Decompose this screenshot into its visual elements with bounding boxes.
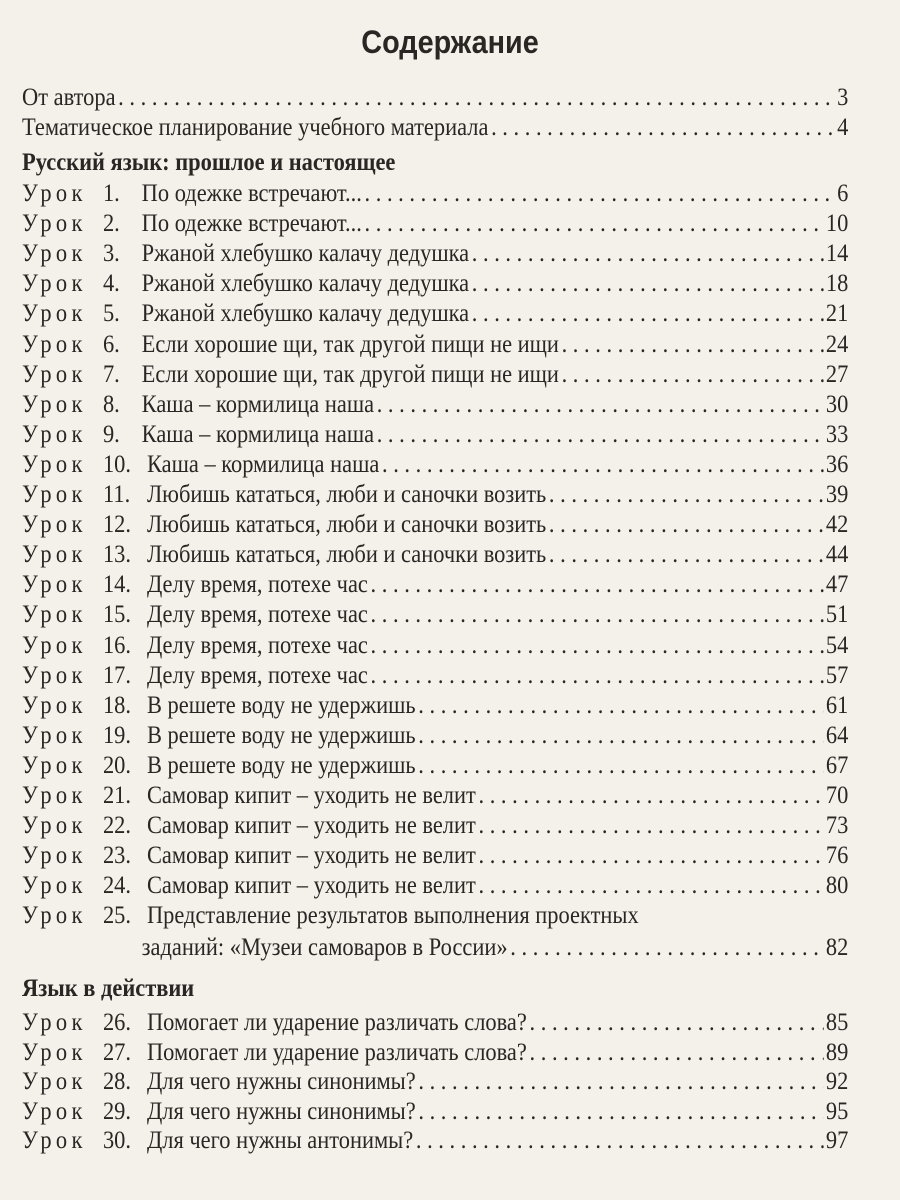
dot-leader — [491, 112, 834, 142]
lesson-number: 1. — [102, 178, 120, 207]
lesson-title: Если хорошие щи, так другой пищи не ищи — [141, 358, 559, 388]
lesson-label: Урок — [22, 509, 87, 539]
dot-leader — [562, 359, 824, 389]
lesson-title: Ржаной хлебушко калачу дедушка — [141, 238, 470, 268]
dot-leader — [562, 329, 824, 359]
lesson-number: 2. — [102, 208, 120, 238]
page-number: 97 — [825, 1125, 849, 1155]
dot-leader — [549, 539, 823, 569]
lesson-number: 14. — [102, 569, 132, 599]
lesson-entry — [22, 539, 848, 569]
page-title: Содержание — [361, 24, 539, 60]
dot-leader — [472, 298, 823, 328]
lesson-label: Урок — [22, 599, 87, 629]
lesson-number: 15. — [102, 599, 132, 629]
lesson-title: Если хорошие щи, так другой пищи не ищи — [141, 328, 559, 358]
dot-leader — [549, 479, 823, 509]
lesson-entry — [22, 208, 848, 238]
lesson-title: Делу время, потехе час — [146, 659, 368, 689]
lesson-label: Урок — [22, 448, 87, 478]
lesson-number: 23. — [102, 840, 132, 870]
lesson-label: Урок — [22, 298, 87, 328]
section-title: Язык в действии — [22, 973, 195, 1002]
lesson-title: По одежке встречают... — [141, 178, 362, 207]
page-number: 51 — [825, 599, 849, 629]
toc-entry — [22, 82, 848, 112]
lesson-label: Урок — [22, 749, 87, 779]
lesson-number: 30. — [102, 1125, 132, 1155]
lesson-title: В решете воду не удержишь — [146, 749, 416, 779]
dot-leader — [472, 268, 823, 298]
lesson-label: Урок — [22, 659, 87, 689]
lesson-entry — [22, 1125, 848, 1155]
lesson-title: Делу время, потехе час — [146, 569, 368, 599]
lesson-number: 5. — [102, 298, 120, 328]
lesson-title: Самовар кипит – уходить не велит — [146, 870, 476, 900]
lesson-title: В решете воду не удержишь — [146, 719, 416, 749]
page-number: 14 — [825, 238, 849, 268]
dot-leader — [377, 389, 824, 419]
lesson-entry — [22, 660, 848, 690]
lesson-number: 3. — [102, 238, 120, 268]
dot-leader — [118, 82, 834, 112]
page-number: 64 — [825, 719, 849, 749]
entry-title: От автора — [22, 82, 116, 111]
lesson-title-continued: заданий: «Музеи самоваров в России» — [141, 932, 508, 962]
lesson-entry — [22, 840, 848, 870]
page-number: 70 — [825, 780, 849, 809]
page-number: 39 — [825, 479, 849, 508]
page-number: 30 — [825, 388, 849, 418]
lesson-label: Урок — [22, 689, 87, 719]
lesson-label: Урок — [22, 780, 87, 809]
page-number: 61 — [825, 689, 849, 719]
lesson-number: 10. — [102, 448, 132, 478]
dot-leader — [371, 660, 824, 690]
lesson-number: 29. — [102, 1095, 132, 1125]
lesson-title: Делу время, потехе час — [146, 599, 368, 629]
page-number: 92 — [825, 1066, 849, 1096]
lesson-number: 28. — [102, 1066, 132, 1096]
lesson-label: Урок — [22, 569, 87, 599]
table-of-contents — [22, 0, 848, 1200]
lesson-number: 11. — [102, 479, 131, 508]
lesson-number: 25. — [102, 900, 132, 930]
page-number: 54 — [825, 629, 849, 659]
lesson-label: Урок — [22, 418, 87, 448]
lesson-title: Помогает ли ударение различать слова? — [146, 1007, 527, 1036]
lesson-entry — [22, 509, 848, 539]
page-number: 67 — [825, 749, 849, 779]
page-number: 82 — [825, 932, 849, 962]
page-number: 44 — [825, 539, 849, 569]
lesson-entry — [22, 720, 848, 750]
dot-leader — [418, 720, 823, 750]
lesson-label: Урок — [22, 328, 87, 358]
lesson-number: 18. — [102, 689, 132, 719]
lesson-label: Урок — [22, 178, 87, 207]
lesson-number: 6. — [102, 328, 120, 358]
page-number: 4 — [837, 112, 849, 141]
dot-leader — [382, 449, 823, 479]
lesson-label: Урок — [22, 238, 87, 268]
lesson-entry — [22, 449, 848, 479]
lesson-title: Любишь кататься, люби и саночки возить — [146, 509, 547, 539]
lesson-label: Урок — [22, 1125, 87, 1155]
lesson-entry — [22, 750, 848, 780]
lesson-label: Урок — [22, 1036, 87, 1066]
lesson-label: Урок — [22, 840, 87, 870]
lesson-entry — [22, 780, 848, 810]
dot-leader — [529, 1037, 823, 1067]
page-number: 57 — [825, 659, 849, 689]
dot-leader — [478, 870, 823, 900]
lesson-number: 9. — [102, 418, 120, 448]
page-number: 36 — [825, 448, 849, 478]
lesson-title: Любишь кататься, люби и саночки возить — [146, 479, 547, 508]
lesson-number: 4. — [102, 268, 120, 298]
dot-leader — [416, 1125, 823, 1155]
lesson-entry — [22, 1066, 848, 1096]
lesson-entry — [22, 329, 848, 359]
dot-leader — [529, 1007, 823, 1037]
lesson-title: Каша – кормилица наша — [146, 448, 380, 478]
section-heading — [22, 147, 848, 177]
dot-leader — [371, 599, 824, 629]
dot-leader — [418, 1096, 823, 1126]
lesson-title: Каша – кормилица наша — [141, 388, 375, 418]
lesson-label: Урок — [22, 208, 87, 238]
dot-leader — [418, 1066, 823, 1096]
lesson-number: 20. — [102, 749, 132, 779]
lesson-title: В решете воду не удержишь — [146, 689, 416, 719]
page-number: 21 — [825, 298, 849, 328]
page-number: 18 — [825, 268, 849, 298]
lesson-entry — [22, 1007, 848, 1037]
dot-leader — [478, 780, 823, 810]
entry-title: Тематическое планирование учебного материала — [22, 112, 489, 141]
lesson-entry — [22, 419, 848, 449]
lesson-label: Урок — [22, 268, 87, 298]
dot-leader — [478, 810, 823, 840]
lesson-title: Для чего нужны антонимы? — [146, 1125, 414, 1155]
page-number: 27 — [825, 358, 849, 388]
lesson-title: Каша – кормилица наша — [141, 418, 375, 448]
lesson-label: Урок — [22, 629, 87, 659]
lesson-label: Урок — [22, 539, 87, 569]
page-number: 33 — [825, 418, 849, 448]
lesson-label: Урок — [22, 1095, 87, 1125]
lesson-entry — [22, 479, 848, 509]
lesson-entry — [22, 1037, 848, 1067]
dot-leader — [377, 419, 824, 449]
dot-leader — [371, 630, 824, 660]
lesson-entry — [22, 599, 848, 629]
lesson-title: Делу время, потехе час — [146, 629, 368, 659]
lesson-title: Самовар кипит – уходить не велит — [146, 810, 476, 840]
page-number: 10 — [825, 208, 849, 238]
lesson-label: Урок — [22, 388, 87, 418]
lesson-label: Урок — [22, 1066, 87, 1096]
lesson-title: Для чего нужны синонимы? — [146, 1066, 416, 1096]
lesson-entry — [22, 569, 848, 599]
dot-leader — [418, 690, 823, 720]
lesson-entry — [22, 178, 848, 208]
lesson-title: Ржаной хлебушко калачу дедушка — [141, 268, 470, 298]
lesson-entry-continued — [22, 932, 848, 962]
page-number: 76 — [825, 840, 849, 870]
lesson-label: Урок — [22, 810, 87, 840]
page-number: 85 — [825, 1007, 849, 1036]
dot-leader — [371, 569, 824, 599]
dot-leader — [478, 840, 823, 870]
lesson-number: 22. — [102, 810, 132, 840]
lesson-title: Самовар кипит – уходить не велит — [146, 780, 476, 809]
lesson-number: 16. — [102, 629, 132, 659]
page-number: 6 — [837, 178, 849, 207]
lesson-entry — [22, 389, 848, 419]
lesson-number: 17. — [102, 659, 132, 689]
lesson-title: Любишь кататься, люби и саночки возить — [146, 539, 547, 569]
page-number: 3 — [837, 82, 849, 111]
lesson-entry — [22, 268, 848, 298]
lesson-entry — [22, 870, 848, 900]
page-number: 73 — [825, 810, 849, 840]
lesson-title: Ржаной хлебушко калачу дедушка — [141, 298, 470, 328]
lesson-label: Урок — [22, 719, 87, 749]
lesson-entry — [22, 690, 848, 720]
page-number: 95 — [825, 1095, 849, 1125]
lesson-number: 26. — [102, 1007, 132, 1036]
dot-leader — [418, 750, 823, 780]
lesson-entry — [22, 238, 848, 268]
dot-leader — [549, 509, 823, 539]
lesson-number: 24. — [102, 870, 132, 900]
lesson-entry — [22, 1096, 848, 1126]
lesson-number: 13. — [102, 539, 132, 569]
lesson-title: Представление результатов выполнения проектных — [146, 900, 639, 930]
lesson-label: Урок — [22, 1007, 87, 1036]
lesson-number: 21. — [102, 780, 132, 809]
lesson-title: Для чего нужны синонимы? — [146, 1095, 416, 1125]
section-heading — [22, 973, 848, 1003]
page-number: 42 — [825, 509, 849, 539]
lesson-number: 27. — [102, 1036, 132, 1066]
dot-leader — [472, 238, 823, 268]
lesson-label: Урок — [22, 900, 87, 930]
dot-leader — [510, 932, 823, 962]
lesson-number: 12. — [102, 509, 132, 539]
lesson-number: 19. — [102, 719, 132, 749]
lesson-title: По одежке встречают... — [141, 208, 362, 238]
lesson-label: Урок — [22, 358, 87, 388]
dot-leader — [365, 208, 824, 238]
lesson-number: 8. — [102, 388, 120, 418]
lesson-label: Урок — [22, 479, 87, 508]
lesson-entry — [22, 630, 848, 660]
lesson-entry — [22, 810, 848, 840]
dot-leader — [365, 178, 835, 208]
lesson-title: Помогает ли ударение различать слова? — [146, 1036, 527, 1066]
lesson-title: Самовар кипит – уходить не велит — [146, 840, 476, 870]
page-number: 47 — [825, 569, 849, 599]
lesson-entry — [22, 359, 848, 389]
page-number: 80 — [825, 870, 849, 900]
lesson-label: Урок — [22, 870, 87, 900]
page-number: 24 — [825, 328, 849, 358]
lesson-entry — [22, 298, 848, 328]
toc-entry — [22, 112, 848, 142]
lesson-number: 7. — [102, 358, 120, 388]
section-title: Русский язык: прошлое и настоящее — [22, 147, 396, 176]
lesson-entry — [22, 900, 848, 930]
page-number: 89 — [825, 1036, 849, 1066]
